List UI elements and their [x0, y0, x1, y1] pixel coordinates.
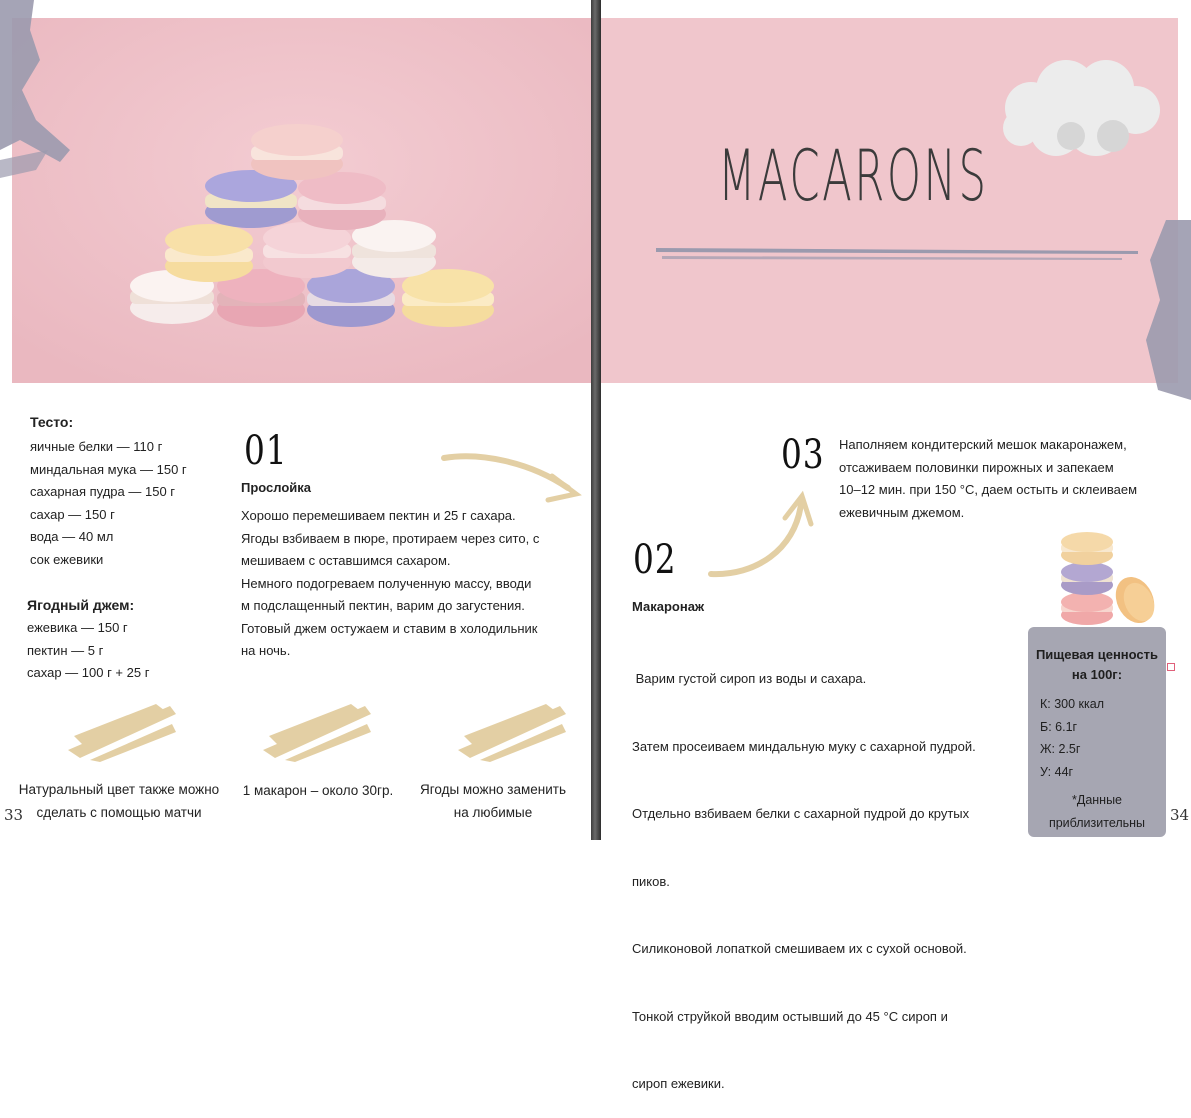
ingredient-item: сок ежевики — [30, 551, 104, 567]
macaron-white-2 — [352, 220, 436, 278]
text-line: пиков. — [632, 873, 670, 889]
nutrition-card — [1028, 627, 1166, 837]
text-line: Варим густой сироп из воды и сахара. — [632, 671, 867, 686]
text-line: мешиваем с оставшимся сахаром. — [241, 553, 451, 568]
nutrition-value: Ж: 2.5г — [1040, 742, 1081, 756]
text-line: сироп ежевики. — [632, 1076, 725, 1091]
grey-brush-stroke-right — [1136, 220, 1191, 400]
tan-brush-stroke — [60, 700, 180, 762]
grey-brush-stroke-left — [0, 0, 80, 190]
nutrition-title: на 100г: — [1071, 667, 1123, 682]
macaron-top — [251, 124, 343, 180]
tip-matcha — [8, 778, 230, 824]
text-line: Хорошо перемешиваем пектин и 25 г сахара. — [241, 508, 516, 523]
step-2-text — [632, 623, 976, 1118]
jam-list — [27, 617, 149, 685]
text-line: ежевичным джемом. — [839, 504, 965, 520]
macaron-yellow — [402, 269, 494, 327]
macaron-cream — [165, 224, 253, 282]
step-3-text — [839, 434, 1137, 524]
page-number-left: 33 — [4, 806, 24, 824]
text-line: отсаживаем половинки пирожных и запекаем — [839, 459, 1114, 475]
selection-handle[interactable] — [1167, 663, 1175, 671]
macaron-rose — [298, 172, 386, 230]
step-3-number: 03 — [781, 432, 825, 478]
text-line: Силиконовой лопаткой смешиваем их с сухой основой. — [632, 941, 967, 956]
text-line: Немного подогреваем полученную массу, вводи — [241, 575, 532, 591]
text-line: Тонкой струйкой вводим остывший до 45 °C сироп и — [632, 1008, 948, 1024]
step-1-number: 01 — [244, 428, 288, 474]
tip-weight — [232, 780, 404, 803]
arrow-icon — [440, 448, 585, 510]
nutrition-note: *Данные — [1071, 793, 1123, 807]
text-line: м подслащенный пектин, варим до загустения. — [241, 598, 525, 613]
book-spine — [591, 0, 601, 840]
text-line: Отдельно взбиваем белки с сахарной пудрой до крутых — [632, 806, 970, 821]
nutrition-title: Пищевая ценность — [1035, 647, 1159, 662]
text-line: Затем просеиваем миндальную муку с сахарной пудрой. — [632, 738, 976, 754]
macaron-stack-illustration — [1055, 530, 1165, 630]
page-title: MACARONS — [718, 135, 989, 217]
jam-heading: Ягодный джем: — [27, 597, 135, 613]
ingredient-item: вода — 40 мл — [30, 529, 114, 544]
step-1-title: Прослойка — [241, 480, 312, 495]
tan-brush-stroke — [450, 700, 570, 762]
tip-text: 1 макарон – около 30гр. — [242, 783, 394, 798]
step-2-number: 02 — [633, 537, 677, 583]
macaron-lavender — [307, 269, 395, 327]
arrow-icon — [705, 490, 815, 585]
tip-text: Натуральный цвет также можно — [18, 782, 220, 797]
dough-list — [30, 436, 187, 571]
nutrition-value: Б: 6.1г — [1040, 719, 1078, 734]
text-line: Готовый джем остужаем и ставим в холодильник — [241, 620, 538, 636]
nutrition-value: У: 44г — [1040, 764, 1074, 779]
macaron-pyramid-illustration — [12, 18, 591, 383]
tan-brush-stroke — [255, 700, 375, 762]
ingredient-item: ежевика — 150 г — [27, 620, 128, 635]
step-2-title: Макаронаж — [632, 599, 705, 614]
page-number-right: 34 — [1170, 806, 1190, 824]
macarons-photo-left — [12, 18, 591, 383]
macaron-light-pink — [263, 222, 351, 278]
ingredient-item: сахар — 100 г + 25 г — [27, 665, 150, 680]
ingredient-item: миндальная мука — 150 г — [30, 461, 187, 477]
ingredient-item: сахар — 150 г — [30, 506, 115, 522]
step-1-text — [241, 505, 539, 663]
tip-berries — [404, 778, 582, 824]
ingredient-item: яичные белки — 110 г — [30, 439, 163, 454]
text-line: Ягоды взбиваем в пюре, протираем через сито, с — [241, 530, 540, 546]
ingredient-item: сахарная пудра — 150 г — [30, 484, 176, 499]
title-underline-brush — [652, 242, 1142, 262]
nutrition-value: К: 300 ккал — [1040, 697, 1105, 711]
tip-text: Ягоды можно заменить — [419, 782, 566, 797]
text-line: на ночь. — [241, 643, 291, 658]
tip-text: сделать с помощью матчи — [36, 805, 202, 820]
dough-heading: Тесто: — [30, 414, 74, 430]
text-line: Наполняем кондитерский мешок макаронажем, — [839, 437, 1127, 452]
text-line: 10–12 мин. при 150 °C, даем остыть и склеиваем — [839, 482, 1138, 497]
tip-text: на любимые — [453, 805, 533, 820]
nutrition-note: приблизительны — [1048, 815, 1146, 830]
ingredient-item: пектин — 5 г — [27, 642, 104, 658]
